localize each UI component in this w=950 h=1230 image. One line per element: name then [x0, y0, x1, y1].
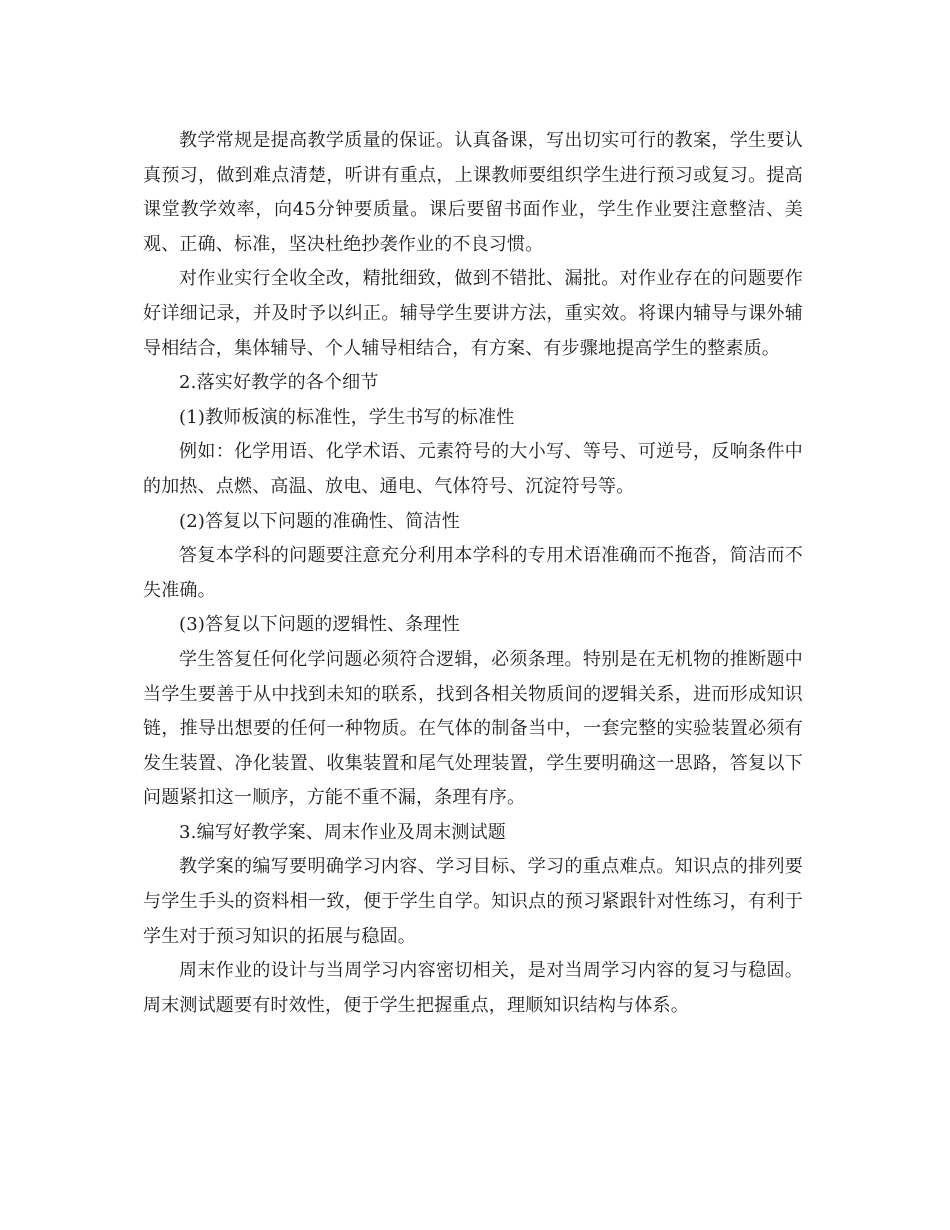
section-heading-3: 3.编写好教学案、周末作业及周末测试题 [179, 821, 506, 843]
paragraph-example: 例如：化学用语、化学术语、元素符号的大小写、等号、可逆号，反响条件中的加热、点燃、高温、放电、通电、气体符号、沉淀符号等。 [143, 441, 803, 497]
paragraph-weekend-homework: 周末作业的设计与当周学习内容密切相关，是对当周学习内容的复习与稳固。周末测试题要有时效性，便于学生把握重点，理顺知识结构与体系。 [143, 960, 803, 1016]
subheading-1: (1)教师板演的标准性，学生书写的标准性 [179, 406, 515, 428]
paragraph-accuracy: 答复本学科的问题要注意充分利用本学科的专用术语准确而不拖沓，简洁而不失准确。 [143, 545, 803, 601]
paragraph-homework-correction: 对作业实行全收全改，精批细致，做到不错批、漏批。对作业存在的问题要作好详细记录，并及时予以纠正。辅导学生要讲方法，重实效。将课内辅导与课外辅导相结合，集体辅导、个人辅导相结合，有方案、有步骤地提高学生的整素质。 [143, 268, 803, 359]
subheading-2: (2)答复以下问题的准确性、简洁性 [179, 510, 460, 532]
subheading-3: (3)答复以下问题的逻辑性、条理性 [179, 614, 460, 636]
section-heading-2: 2.落实好教学的各个细节 [179, 372, 379, 394]
document-body [143, 124, 803, 1023]
paragraph-lesson-plan: 教学案的编写要明确学习内容、学习目标、学习的重点难点。知识点的排列要与学生手头的资料相一致，便于学生自学。知识点的预习紧跟针对性练习，有利于学生对于预习知识的拓展与稳固。 [143, 856, 803, 947]
paragraph-logic: 学生答复任何化学问题必须符合逻辑，必须条理。特别是在无机物的推断题中当学生要善于从中找到未知的联系，找到各相关物质间的逻辑关系，进而形成知识链，推导出想要的任何一种物质。在气体的制备当中，一套完整的实验装置必须有发生装置、净化装置、收集装置和尾气处理装置，学生要明确这一思路，答复以下问题紧扣这一顺序，方能不重不漏，条理有序。 [143, 648, 803, 809]
paragraph-teaching-routine: 教学常规是提高教学质量的保证。认真备课，写出切实可行的教案，学生要认真预习，做到难点清楚，听讲有重点，上课教师要组织学生进行预习或复习。提高课堂教学效率，向45分钟要质量。课后要留书面作业，学生作业要注意整洁、美观、正确、标准，坚决杜绝抄袭作业的不良习惯。 [143, 130, 803, 255]
